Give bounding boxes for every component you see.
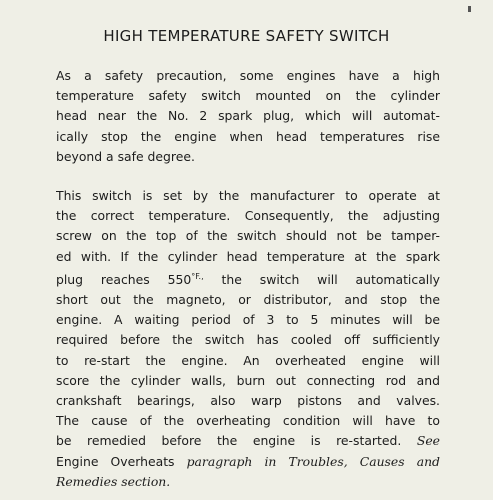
- text-line: Remedies section.: [56, 473, 171, 489]
- paragraph-safety-precaution: [56, 66, 440, 167]
- cross-reference-title: Engine Overheats: [56, 453, 175, 469]
- text-line: to re-start the engine. An overheated engine will: [56, 352, 440, 368]
- text-line: [56, 452, 440, 472]
- text-segment: the switch will automatically: [203, 271, 440, 287]
- text-line: head near the No. 2 spark plug, which will automat-: [56, 108, 440, 124]
- text-line: This switch is set by the manufacturer to operate at: [56, 188, 440, 203]
- text-line: score the cylinder walls, burn out connecting rod and: [56, 372, 440, 388]
- text-line: ed with. If the cylinder head temperature at the spark: [56, 248, 440, 264]
- text-segment: be remedied before the engine is re-started.: [56, 433, 402, 449]
- text-line: crankshaft bearings, also warp pistons and valves.: [56, 393, 440, 409]
- text-line: [56, 267, 440, 290]
- scan-mark: [468, 6, 471, 12]
- text-line: The cause of the overheating condition will have to: [56, 413, 440, 429]
- text-line: beyond a safe degree.: [56, 148, 195, 164]
- text-line: As a safety precaution, some engines have a high: [56, 68, 440, 83]
- text-line: screw on the top of the switch should not be tamper-: [56, 228, 440, 244]
- cross-reference-text: paragraph in Troubles, Causes and: [174, 453, 440, 469]
- text-segment: plug reaches 550: [56, 271, 192, 287]
- text-line: engine. A waiting period of 3 to 5 minutes will be: [56, 312, 440, 328]
- text-line: ically stop the engine when head temperatures rise: [56, 128, 440, 144]
- text-line: temperature safety switch mounted on the cylinder: [56, 88, 440, 104]
- page-title: HIGH TEMPERATURE SAFETY SWITCH: [103, 27, 390, 45]
- text-line: [56, 431, 440, 451]
- paragraph-switch-setting: [56, 186, 440, 492]
- text-line: short out the magneto, or distributor, and stop the: [56, 292, 440, 308]
- text-line: required before the switch has cooled off sufficiently: [56, 332, 440, 348]
- degree-fahrenheit: °F.,: [191, 271, 204, 281]
- text-line: the correct temperature. Consequently, the adjusting: [56, 208, 440, 224]
- see-reference: See: [401, 433, 440, 449]
